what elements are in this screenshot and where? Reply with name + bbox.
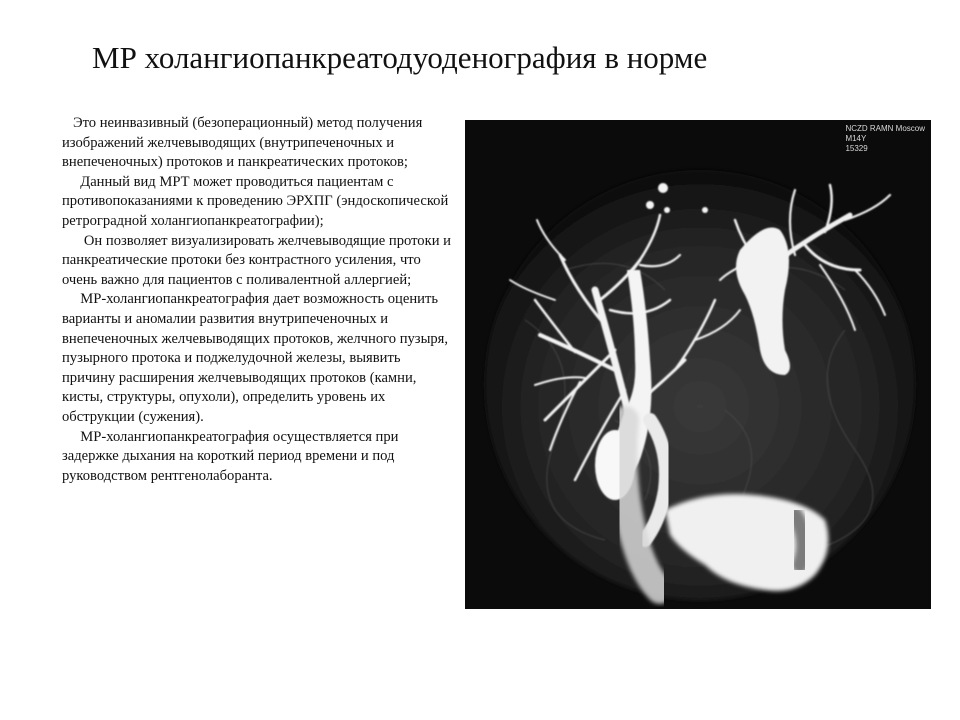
paragraph-5: [62, 428, 454, 487]
paragraph-5-text: МР-холангиопанкреатография осуществляется при задержке дыхания на короткий период времени и под руководством рентгенолаборанта.: [62, 428, 399, 484]
mrcp-image: [465, 120, 931, 609]
mrcp-scan-illustration: [465, 120, 931, 609]
mri-caption-institution: NCZD RAMN Moscow: [845, 124, 925, 133]
paragraph-1: [62, 114, 454, 173]
paragraph-2: [62, 173, 454, 232]
mri-caption-patient: M14Y: [845, 134, 867, 143]
paragraph-3-text: Он позволяет визуализировать желчевыводящие протоки и панкреатические протоки без контрастного усиления, что очень важно для пациентов с поливалентной аллергией;: [62, 232, 451, 288]
paragraph-3: [62, 232, 454, 291]
body-text: [62, 114, 454, 486]
mri-caption-id: 15329: [845, 144, 868, 153]
paragraph-2-text: Данный вид МРТ может проводиться пациентам с противопоказаниями к проведению ЭРХПГ (эндоскопической ретроградной холангиопанкреатографии);: [62, 173, 449, 229]
paragraph-4-text: МР-холангиопанкреатография дает возможность оценить варианты и аномалии развития внутрипеченочных и внепеченочных желчевыводящих протоков, желчного пузыря, пузырного протока и поджелудочной железы, выявить причину расширения желчевыводящих протоков (камни, кисты, структуры, опухоли), определить уровень их обструкции (сужения).: [62, 291, 449, 425]
slide-title: МР холангиопанкреатодуоденография в норме: [92, 40, 708, 75]
paragraph-4: [62, 290, 454, 427]
mri-caption: [845, 124, 925, 154]
paragraph-1-text: Это неинвазивный (безоперационный) метод получения изображений желчевыводящих (внутрипеченочных и внепеченочных) протоков и панкреатических протоков;: [62, 115, 423, 171]
